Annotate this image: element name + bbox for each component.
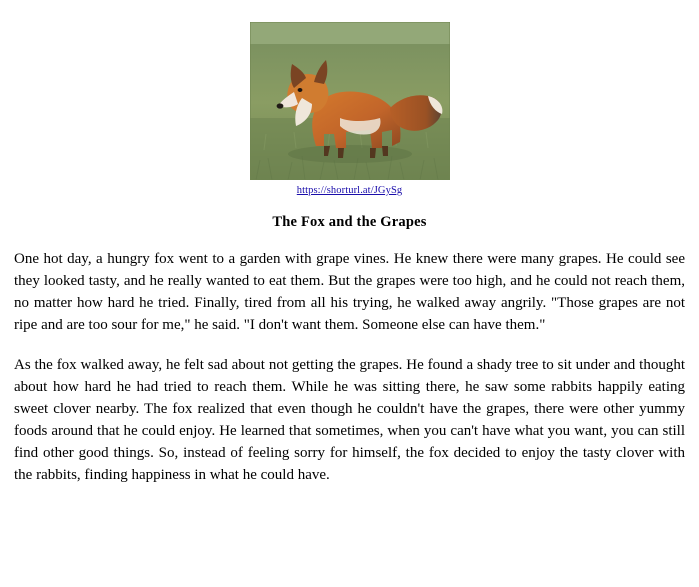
page-title: The Fox and the Grapes bbox=[272, 214, 427, 230]
story-paragraph-2: As the fox walked away, he felt sad about not getting the grapes. He found a shady tree to sit under and thought about how hard he had tried to reach them. While he was sitting there, he saw some rabbits happily eating sweet clover nearby. The fox realized that even though he couldn't have the grapes, there were other yummy foods around that he could enjoy. He learned that sometimes, when you can't have what you want, you can still find other good things. So, instead of feeling sorry for himself, the fox decided to enjoy the tasty clover with the rabbits, finding happiness in what he could have. bbox=[14, 357, 685, 484]
figure-block bbox=[12, 22, 687, 196]
source-url-link[interactable]: https://shorturl.at/JGySg bbox=[296, 185, 403, 196]
story-paragraph-1: One hot day, a hungry fox went to a garden with grape vines. He knew there were many grapes. He could see they looked tasty, and he really wanted to eat them. But the grapes were too high, and he could not reach them, no matter how hard he tried. Finally, tired from all his trying, he walked away angrily. "Those grapes are not ripe and are too sour for me," he said. "I don't want them. Someone else can have them." bbox=[14, 251, 685, 334]
fox-photo bbox=[250, 22, 450, 180]
